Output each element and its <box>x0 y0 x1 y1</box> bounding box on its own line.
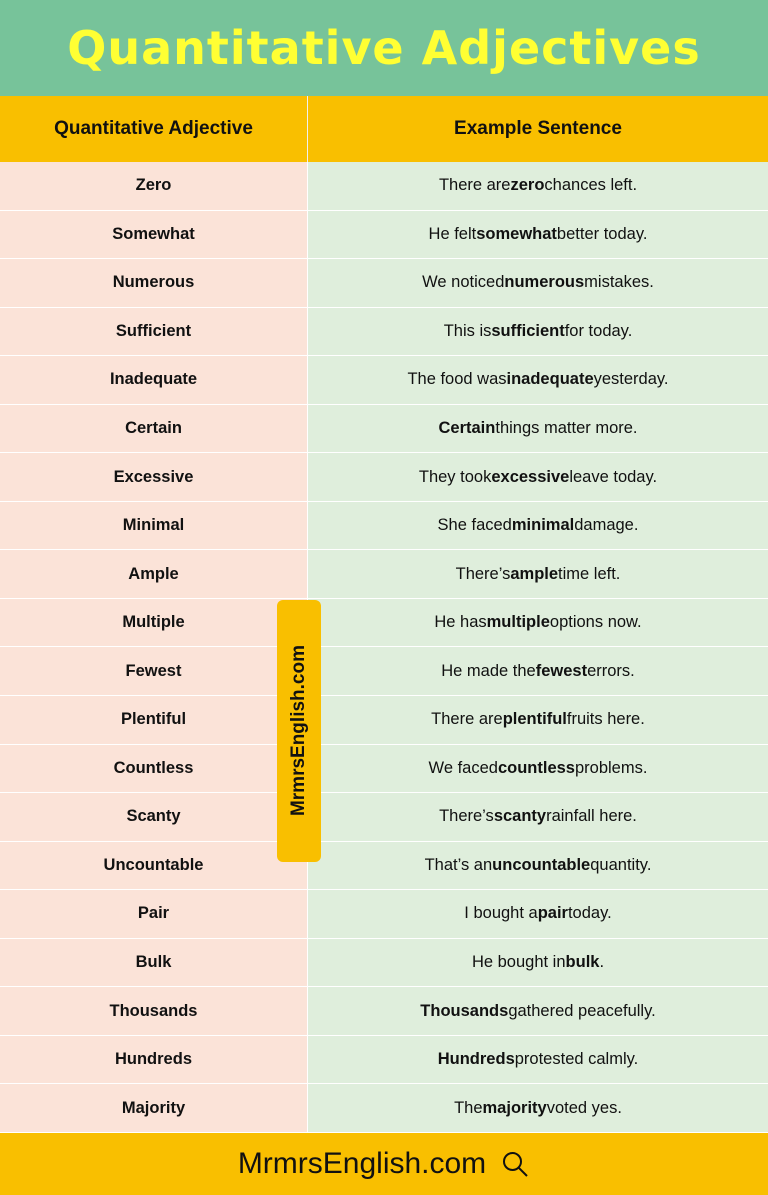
example-keyword: multiple <box>486 613 550 632</box>
column-header-example: Example Sentence <box>454 118 622 139</box>
adjective-cell: Pair <box>0 890 308 939</box>
example-suffix: leave today. <box>569 467 658 486</box>
table-row <box>0 793 768 842</box>
table-row <box>0 405 768 454</box>
example-prefix: We noticed <box>422 273 505 292</box>
adjective-cell: Thousands <box>0 987 308 1036</box>
column-header-term: Quantitative Adjective <box>0 96 308 162</box>
footer-bar <box>0 1133 768 1195</box>
table-row <box>0 696 768 745</box>
adjective-cell: Majority <box>0 1084 308 1133</box>
example-keyword: ample <box>510 564 559 583</box>
adjective-cell: Numerous <box>0 259 308 308</box>
example-suffix: today. <box>567 904 612 923</box>
example-prefix: There are <box>438 176 511 195</box>
example-keyword: sufficient <box>491 321 565 340</box>
example-suffix: quantity. <box>590 855 652 874</box>
adjective-cell: Somewhat <box>0 211 308 260</box>
table-row <box>0 162 768 211</box>
example-suffix: things matter more. <box>495 419 638 438</box>
example-keyword: bulk <box>565 953 600 972</box>
adjective-cell: Plentiful <box>0 696 308 745</box>
example-cell <box>308 987 768 1036</box>
example-cell <box>308 550 768 599</box>
example-suffix: for today. <box>564 321 633 340</box>
example-prefix: She faced <box>437 516 512 535</box>
example-suffix: rainfall here. <box>546 807 637 826</box>
example-suffix: errors. <box>587 661 635 680</box>
example-prefix: There’s <box>455 564 511 583</box>
example-cell <box>308 842 768 891</box>
adjective-cell: Excessive <box>0 453 308 502</box>
adjective-cell: Countless <box>0 745 308 794</box>
example-suffix: better today. <box>556 224 648 243</box>
table-header-row <box>0 96 768 162</box>
example-keyword: fewest <box>535 661 588 680</box>
example-prefix: The food was <box>407 370 507 389</box>
example-cell <box>308 793 768 842</box>
table-row <box>0 842 768 891</box>
adjective-cell: Scanty <box>0 793 308 842</box>
example-keyword: excessive <box>491 467 570 486</box>
example-prefix: He bought in <box>471 953 566 972</box>
example-cell <box>308 1036 768 1085</box>
example-cell <box>308 308 768 357</box>
example-keyword: numerous <box>504 273 585 292</box>
example-cell <box>308 696 768 745</box>
example-prefix: There are <box>431 710 503 729</box>
adjective-cell: Multiple <box>0 599 308 648</box>
page-title: Quantitative Adjectives <box>67 21 701 75</box>
example-cell <box>308 162 768 211</box>
example-cell <box>308 211 768 260</box>
example-suffix: gathered peacefully. <box>508 1001 656 1020</box>
table-row <box>0 259 768 308</box>
table-row <box>0 647 768 696</box>
example-cell <box>308 453 768 502</box>
adjective-cell: Sufficient <box>0 308 308 357</box>
example-prefix: That’s an <box>424 855 493 874</box>
adjective-cell: Hundreds <box>0 1036 308 1085</box>
example-prefix: He felt <box>428 224 477 243</box>
table-row <box>0 745 768 794</box>
adjective-cell: Bulk <box>0 939 308 988</box>
example-suffix: problems. <box>574 758 648 777</box>
example-prefix: We faced <box>428 758 498 777</box>
table-row <box>0 550 768 599</box>
table-body <box>0 162 768 1133</box>
example-suffix: voted yes. <box>546 1098 622 1117</box>
example-keyword: Certain <box>438 419 496 438</box>
table-row <box>0 599 768 648</box>
example-keyword: zero <box>510 176 545 195</box>
adjective-cell: Fewest <box>0 647 308 696</box>
table-row <box>0 211 768 260</box>
table-row <box>0 453 768 502</box>
example-cell <box>308 405 768 454</box>
example-keyword: majority <box>482 1098 547 1117</box>
adjective-cell: Uncountable <box>0 842 308 891</box>
example-suffix: mistakes. <box>584 273 654 292</box>
example-keyword: countless <box>497 758 575 777</box>
example-prefix: The <box>454 1098 483 1117</box>
example-keyword: pair <box>537 904 568 923</box>
title-banner <box>0 0 768 96</box>
example-prefix: There’s <box>439 807 494 826</box>
example-prefix: They took <box>418 467 492 486</box>
table-row <box>0 987 768 1036</box>
example-cell <box>308 502 768 551</box>
example-suffix: fruits here. <box>566 710 645 729</box>
example-suffix: . <box>599 953 605 972</box>
example-prefix: He made the <box>441 661 536 680</box>
adjective-cell: Zero <box>0 162 308 211</box>
table-row <box>0 1084 768 1133</box>
example-suffix: protested calmly. <box>514 1050 639 1069</box>
watermark-label: MrmrsEnglish.com <box>288 645 309 817</box>
adjective-cell: Inadequate <box>0 356 308 405</box>
example-keyword: Thousands <box>420 1001 509 1020</box>
table-row <box>0 502 768 551</box>
table-row <box>0 890 768 939</box>
search-icon <box>500 1149 530 1179</box>
example-keyword: scanty <box>493 807 547 826</box>
example-keyword: Hundreds <box>437 1050 515 1069</box>
example-suffix: damage. <box>574 516 639 535</box>
example-suffix: time left. <box>558 564 621 583</box>
example-suffix: yesterday. <box>593 370 669 389</box>
example-suffix: options now. <box>549 613 642 632</box>
example-cell <box>308 599 768 648</box>
example-prefix: He has <box>434 613 487 632</box>
example-cell <box>308 939 768 988</box>
example-keyword: uncountable <box>492 855 591 874</box>
footer-site-label: MrmrsEnglish.com <box>237 1147 487 1180</box>
example-cell <box>308 745 768 794</box>
example-keyword: plentiful <box>502 710 567 729</box>
table-row <box>0 308 768 357</box>
example-keyword: somewhat <box>476 224 557 243</box>
example-suffix: chances left. <box>544 176 638 195</box>
example-keyword: minimal <box>511 516 575 535</box>
adjective-cell: Minimal <box>0 502 308 551</box>
table-row <box>0 356 768 405</box>
example-prefix: I bought a <box>464 904 538 923</box>
adjective-cell: Ample <box>0 550 308 599</box>
table-row <box>0 939 768 988</box>
table-row <box>0 1036 768 1085</box>
example-keyword: inadequate <box>506 370 594 389</box>
example-cell <box>308 890 768 939</box>
example-cell <box>308 259 768 308</box>
example-cell <box>308 356 768 405</box>
example-cell <box>308 1084 768 1133</box>
watermark-tab <box>277 600 321 862</box>
example-prefix: This is <box>443 321 492 340</box>
example-cell <box>308 647 768 696</box>
adjective-cell: Certain <box>0 405 308 454</box>
